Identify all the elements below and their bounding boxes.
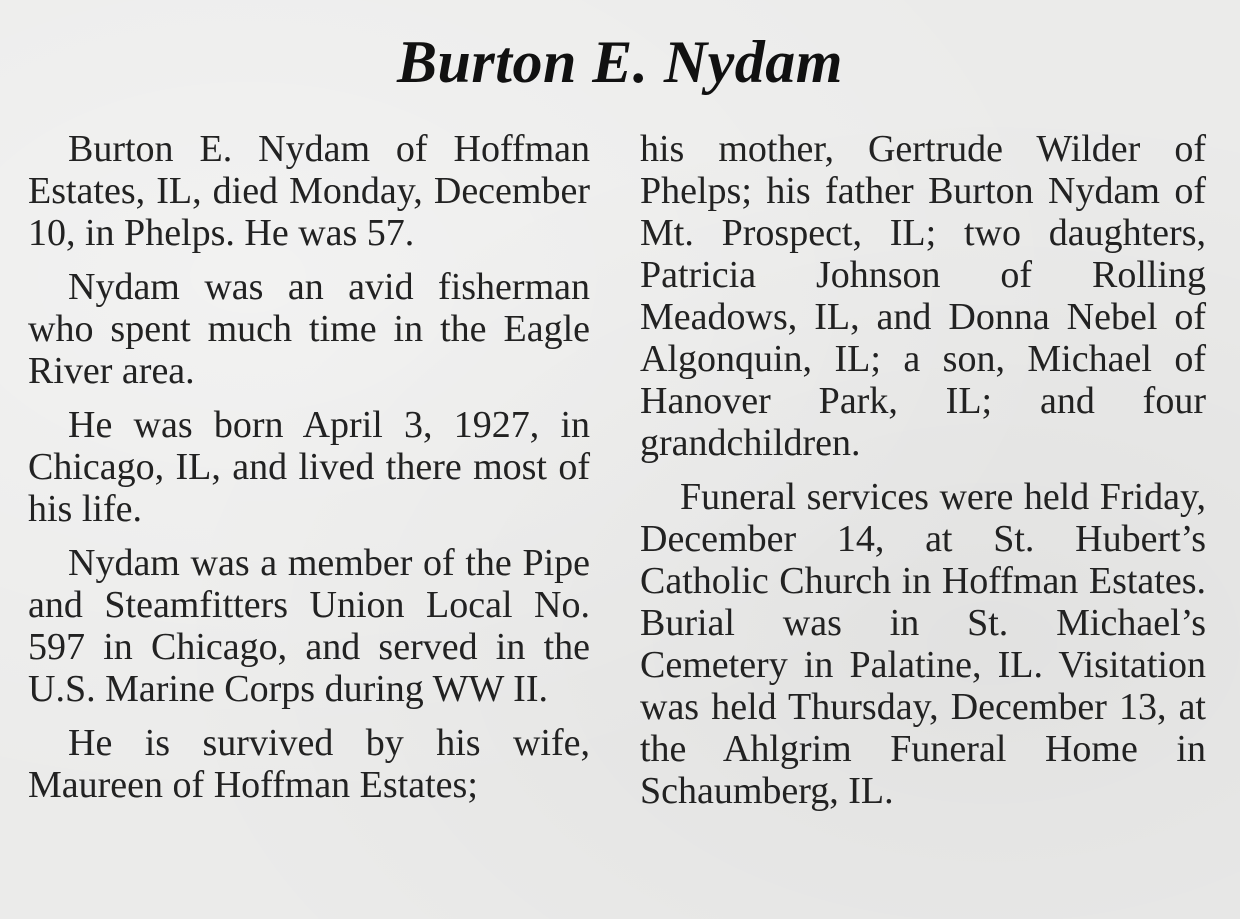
paragraph-birth: He was born April 3, 1927, in Chicago, IL, and lived there most of his life.	[28, 404, 590, 530]
paragraph-career: Nydam was a member of the Pipe and Steamfitters Union Local No. 597 in Chicago, and served in the U.S. Marine Corps during WW II.	[28, 542, 590, 710]
paragraph-survivors-start: He is survived by his wife, Maureen of Hoffman Estates;	[28, 722, 590, 806]
paragraph-hobby: Nydam was an avid fisherman who spent much time in the Eagle River area.	[28, 266, 590, 392]
left-column	[28, 128, 590, 806]
paragraph-funeral-services: Funeral services were held Friday, December 14, at St. Hubert’s Catholic Church in Hoffman Estates. Burial was in St. Michael’s Cemetery in Palatine, IL. Visitation was held Thursday, December 13, at the Ahlgrim Funeral Home in Schaumberg, IL.	[640, 476, 1206, 812]
right-column	[640, 128, 1206, 812]
obituary-title: Burton E. Nydam	[397, 29, 843, 95]
paragraph-death-notice: Burton E. Nydam of Hoffman Estates, IL, died Monday, December 10, in Phelps. He was 57.	[28, 128, 590, 254]
paragraph-survivors-continued: his mother, Gertrude Wilder of Phelps; his father Burton Nydam of Mt. Prospect, IL; two daughters, Patricia Johnson of Rolling Meadows, IL, and Donna Nebel of Algonquin, IL; a son, Michael of Hanover Park, IL; and four grandchildren.	[640, 128, 1206, 464]
